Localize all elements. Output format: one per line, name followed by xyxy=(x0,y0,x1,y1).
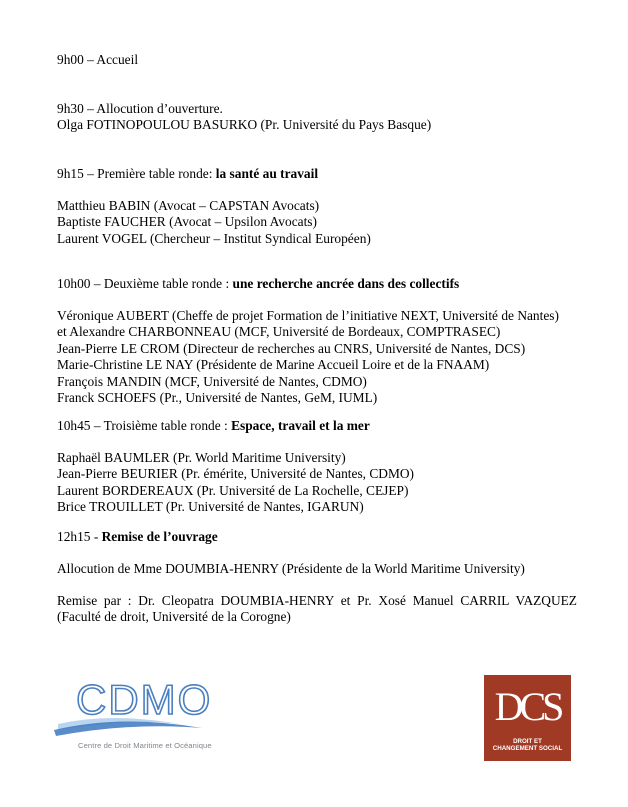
allocution-line: Allocution de Mme DOUMBIA-HENRY (Présidente de la World Maritime University) xyxy=(57,561,525,576)
table3-section xyxy=(57,418,577,434)
table1-prefix: 9h15 – Première table ronde: xyxy=(57,166,216,181)
speaker: Raphaël BAUMLER (Pr. World Maritime University) xyxy=(57,450,346,465)
remise-heading xyxy=(57,529,577,545)
table2-speakers xyxy=(57,308,577,406)
table1-speakers xyxy=(57,198,577,247)
table2-topic: une recherche ancrée dans des collectifs xyxy=(232,276,460,291)
speaker: François MANDIN (MCF, Université de Nantes, CDMO) xyxy=(57,373,367,389)
accueil-line: 9h00 – Accueil xyxy=(57,52,139,67)
ouverture-speaker: Olga FOTINOPOULOU BASURKO (Pr. Université du Pays Basque) xyxy=(57,117,432,133)
speaker: et Alexandre CHARBONNEAU (MCF, Université de Bordeaux, COMPTRASEC) xyxy=(57,324,501,340)
dcs-letters: DCS xyxy=(494,684,561,729)
dcs-logo xyxy=(484,675,571,761)
table3-prefix: 10h45 – Troisième table ronde : xyxy=(57,418,232,433)
remise-section xyxy=(57,529,577,545)
speaker: Laurent BORDEREAUX (Pr. Université de La Rochelle, CEJEP) xyxy=(57,482,409,498)
speaker: Véronique AUBERT (Cheffe de projet Formation de l’initiative NEXT, Université de Nantes) xyxy=(57,308,559,323)
speaker: Brice TROUILLET (Pr. Université de Nantes, IGARUN) xyxy=(57,499,364,515)
accueil-section xyxy=(57,52,577,68)
ouverture-title: 9h30 – Allocution d’ouverture. xyxy=(57,101,223,116)
speaker: Baptiste FAUCHER (Avocat – Upsilon Avocats) xyxy=(57,214,317,230)
speaker: Marie-Christine LE NAY (Présidente de Marine Accueil Loire et de la FNAAM) xyxy=(57,357,490,373)
table2-prefix: 10h00 – Deuxième table ronde : xyxy=(57,276,233,291)
table1-heading xyxy=(57,166,577,182)
remise-par-affiliation: (Faculté de droit, Université de la Corogne) xyxy=(57,609,291,625)
speaker: Matthieu BABIN (Avocat – CAPSTAN Avocats) xyxy=(57,198,320,213)
speaker: Jean-Pierre BEURIER (Pr. émérite, Université de Nantes, CDMO) xyxy=(57,466,414,482)
remise-prefix: 12h15 - xyxy=(57,529,102,544)
dcs-sub-line2: CHANGEMENT SOCIAL xyxy=(492,745,563,753)
remise-par-line: Remise par : Dr. Cleopatra DOUMBIA-HENRY et Pr. Xosé Manuel CARRIL VAZQUEZ xyxy=(57,593,577,608)
table2-heading xyxy=(57,276,577,292)
cdmo-letters: CDMO xyxy=(76,676,213,723)
speaker: Laurent VOGEL (Chercheur – Institut Syndical Européen) xyxy=(57,230,371,246)
table3-speakers xyxy=(57,450,577,516)
allocution-section xyxy=(57,561,577,577)
remise-par-section xyxy=(57,593,577,626)
table2-section xyxy=(57,276,577,292)
table1-topic: la santé au travail xyxy=(215,166,319,181)
dcs-subtitle xyxy=(484,738,571,753)
speaker: Jean-Pierre LE CROM (Directeur de recherches au CNRS, Université de Nantes, DCS) xyxy=(57,340,526,356)
table1-section xyxy=(57,166,577,182)
cdmo-caption: Centre de Droit Maritime et Océanique xyxy=(78,741,212,750)
table3-topic: Espace, travail et la mer xyxy=(231,418,370,433)
speaker: Franck SCHOEFS (Pr., Université de Nantes, GeM, IUML) xyxy=(57,390,378,406)
table3-heading xyxy=(57,418,577,434)
remise-topic: Remise de l’ouvrage xyxy=(101,529,218,544)
dcs-sub-line1: DROIT ET xyxy=(513,738,542,745)
ouverture-section xyxy=(57,101,577,134)
